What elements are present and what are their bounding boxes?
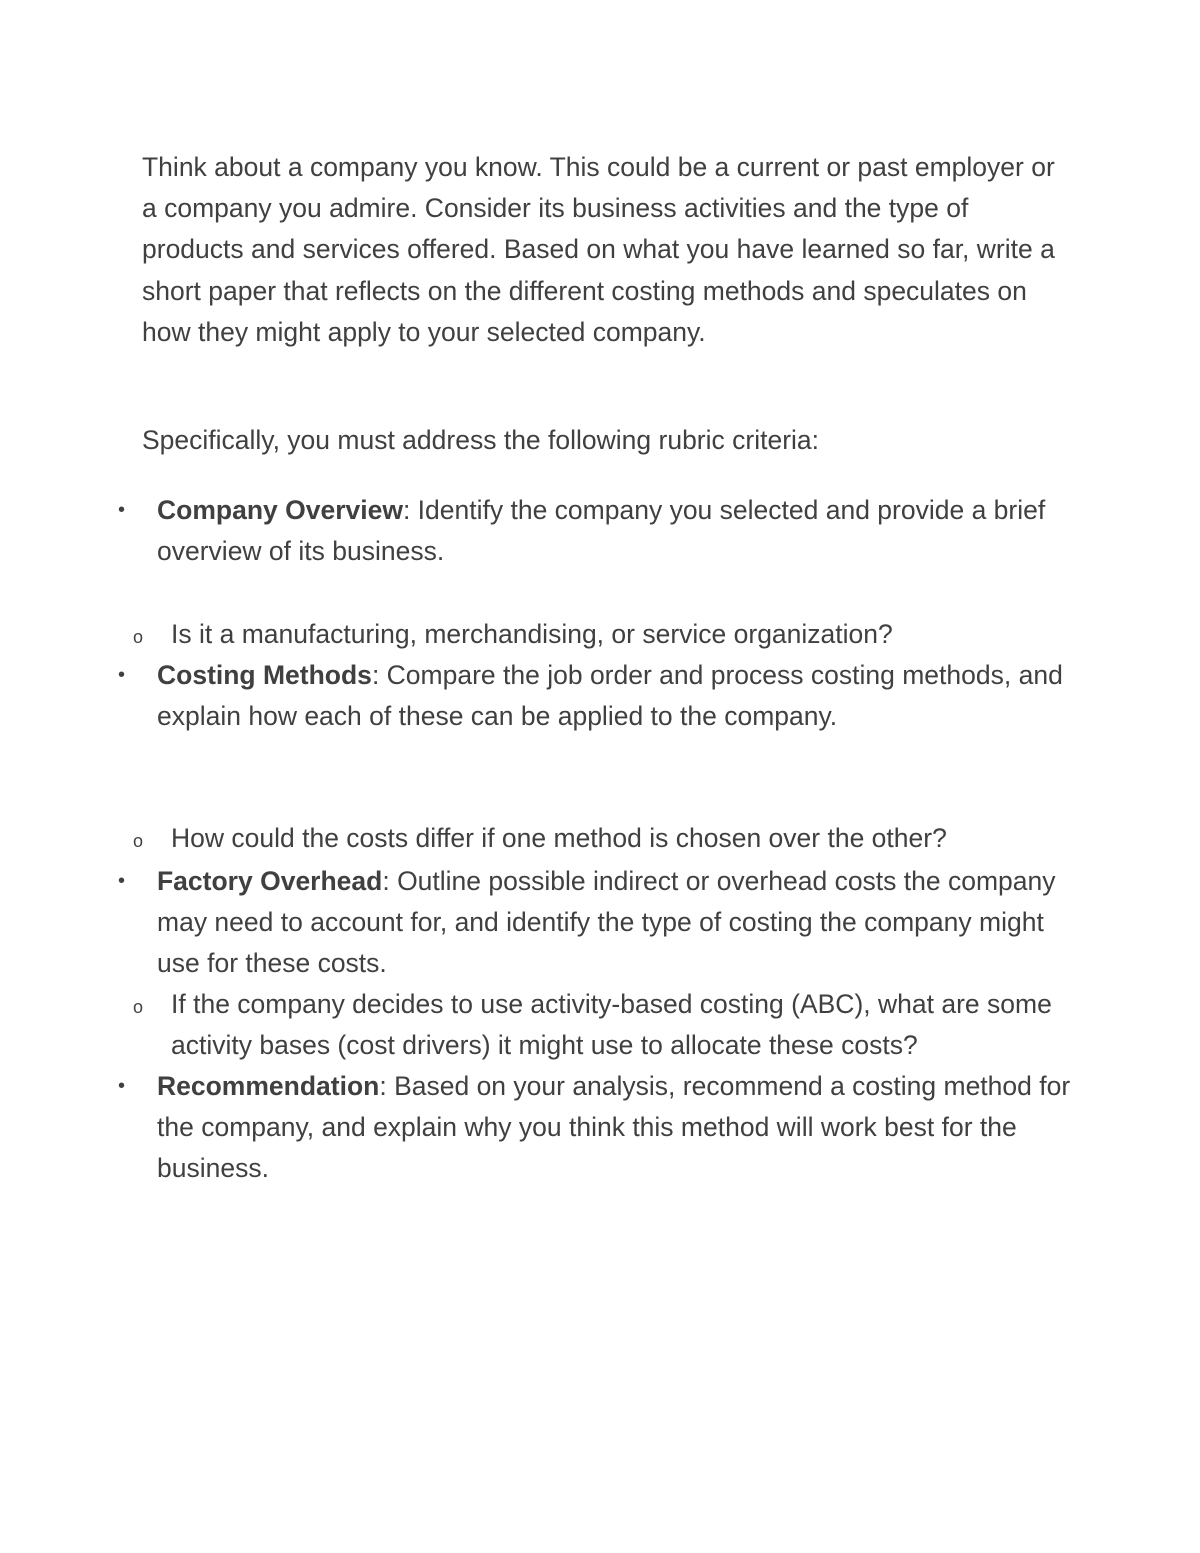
rubric-intro-paragraph: Specifically, you must address the following rubric criteria:: [142, 425, 820, 455]
intro-paragraph: Think about a company you know. This could be a current or past employer or a company you admire. Consider its business activities and the type of products and services offered. Based on what you have learned so far, write a short paper that reflects on the different costing methods and speculates on how they might apply to your selected company.: [142, 152, 1055, 347]
criterion-company-overview: [118, 490, 1072, 572]
criterion-term: Recommendation: [157, 1071, 380, 1101]
criterion-text: : Based on your analysis, recommend a costing method for the company, and explain why you think this method will work best for the business.: [157, 1071, 1071, 1184]
sub-bullet-marker: o: [133, 831, 144, 851]
bullet-marker: •: [118, 1075, 126, 1097]
criterion-term: Costing Methods: [157, 660, 372, 690]
criterion-factory-overhead-question: [133, 984, 1072, 1066]
sub-question-text: How could the costs differ if one method is chosen over the other?: [171, 823, 947, 853]
sub-bullet-marker: o: [133, 997, 144, 1017]
bullet-marker: •: [118, 499, 126, 521]
bullet-marker: •: [118, 870, 126, 892]
criterion-text: : Outline possible indirect or overhead costs the company may need to account for, and identify the type of costing the company might use for these costs.: [157, 866, 1056, 979]
criterion-costing-methods-question: [133, 818, 1072, 859]
sub-question-text: If the company decides to use activity-based costing (ABC), what are some activity bases (cost drivers) it might use to allocate these costs?: [171, 989, 1052, 1061]
criterion-term: Company Overview: [157, 495, 403, 525]
criterion-term: Factory Overhead: [157, 866, 383, 896]
criterion-factory-overhead: [118, 861, 1072, 985]
criterion-recommendation: [118, 1066, 1072, 1190]
bullet-marker: •: [118, 664, 126, 686]
sub-question-text: Is it a manufacturing, merchandising, or service organization?: [171, 619, 893, 649]
criterion-text: : Compare the job order and process costing methods, and explain how each of these can be applied to the company.: [157, 660, 1063, 732]
criterion-company-overview-question: [133, 614, 1072, 655]
sub-bullet-marker: o: [133, 627, 144, 647]
criterion-text: : Identify the company you selected and provide a brief overview of its business.: [157, 495, 1046, 567]
criterion-costing-methods: [118, 655, 1072, 737]
